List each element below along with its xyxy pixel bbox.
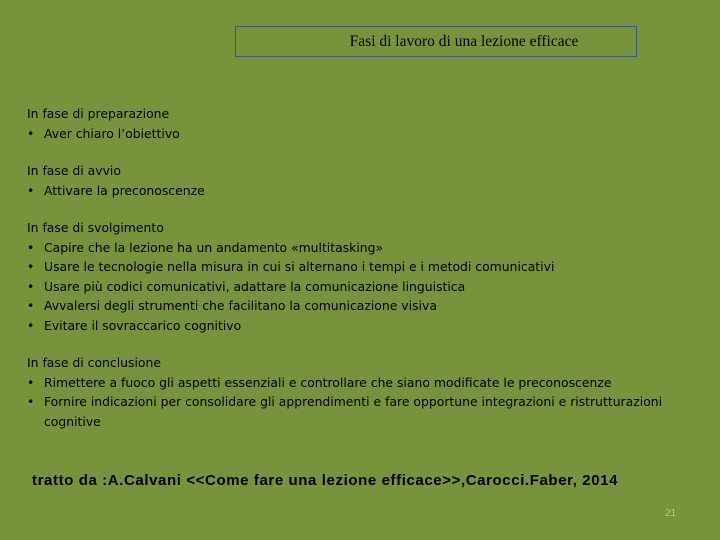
list-item: • Avvalersi degli strumenti che facilitano la comunicazione visiva <box>27 296 667 316</box>
bullet-list <box>27 124 667 144</box>
list-item: • Evitare il sovraccarico cognitivo <box>27 316 667 336</box>
list-item: • Aver chiaro l’obiettivo <box>27 124 667 144</box>
slide-title-box <box>235 26 637 57</box>
section-heading: In fase di avvio <box>27 163 121 178</box>
bullet-icon: • <box>27 317 35 333</box>
list-item: • Fornire indicazioni per consolidare gli apprendimenti e fare opportune integrazioni e ristrutturazioni cognitive <box>27 394 663 429</box>
section-start <box>27 161 667 200</box>
bullet-icon: • <box>27 239 35 255</box>
bullet-list <box>27 238 667 336</box>
bullet-icon: • <box>27 182 35 198</box>
bullet-list <box>27 373 667 432</box>
slide-body <box>27 104 667 449</box>
bullet-list <box>27 181 667 201</box>
section-conclusion <box>27 353 667 431</box>
slide-title: Fasi di lavoro di una lezione efficace <box>349 32 579 50</box>
bullet-icon: • <box>27 298 35 313</box>
section-development <box>27 218 667 335</box>
bullet-icon: • <box>27 394 35 409</box>
bullet-icon: • <box>27 374 35 390</box>
bullet-icon: • <box>27 125 35 141</box>
list-item: • Rimettere a fuoco gli aspetti essenziali e controllare che siano modificate le preconoscenze <box>27 373 667 393</box>
section-heading: In fase di preparazione <box>27 106 170 121</box>
section-heading: In fase di conclusione <box>27 355 161 370</box>
bullet-icon: • <box>27 259 35 274</box>
source-citation: tratto da :A.Calvani <<Come fare una lezione efficace>>,Carocci.Faber, 2014 <box>32 472 619 489</box>
list-item: • Usare più codici comunicativi, adattare la comunicazione linguistica <box>27 277 667 297</box>
bullet-icon: • <box>27 278 35 294</box>
page-number: 21 <box>665 508 677 519</box>
list-item: • Capire che la lezione ha un andamento «multitasking» <box>27 238 667 258</box>
section-preparation <box>27 104 667 143</box>
list-item: • Usare le tecnologie nella misura in cui si alternano i tempi e i metodi comunicativi <box>27 257 667 277</box>
list-item: • Attivare la preconoscenze <box>27 181 667 201</box>
section-heading: In fase di svolgimento <box>27 220 164 235</box>
